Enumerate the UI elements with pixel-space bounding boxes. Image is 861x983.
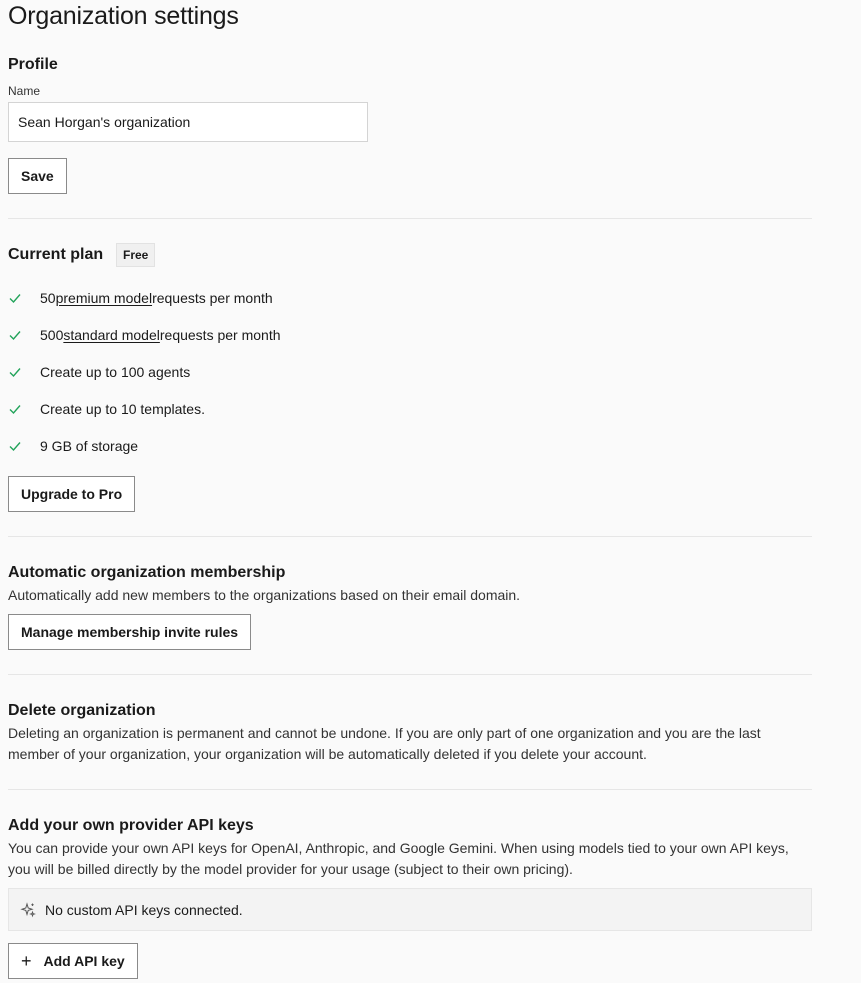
delete-org-description: Deleting an organization is permanent and cannot be undone. If you are only part of one organization and you are the last member of your organization, your organization will be automatically deleted if you delete your account.	[8, 725, 761, 762]
membership-heading: Automatic organization membership	[8, 564, 286, 581]
check-icon	[8, 402, 22, 416]
divider	[8, 789, 812, 790]
profile-heading: Profile	[8, 56, 58, 73]
check-icon	[8, 439, 22, 453]
feature-text: Create up to 100 agents	[40, 364, 191, 380]
check-path	[10, 295, 20, 303]
plan-feature	[8, 325, 281, 345]
plan-feature	[8, 399, 205, 419]
current-plan-heading: Current plan	[8, 246, 104, 263]
sparkle-small	[31, 912, 35, 916]
standard-model-link[interactable]: standard model	[63, 327, 160, 343]
divider	[8, 218, 812, 219]
premium-model-link[interactable]: premium model	[55, 290, 153, 306]
feature-text: Create up to 10 templates.	[40, 401, 205, 417]
divider	[8, 536, 812, 537]
feature-text: requests per month	[159, 327, 281, 343]
plan-feature	[8, 362, 190, 382]
org-name-input[interactable]	[8, 102, 368, 142]
sparkle-large	[22, 904, 32, 914]
page-title: Organization settings	[8, 2, 239, 30]
check-icon	[8, 291, 22, 305]
feature-text: 50	[40, 290, 56, 306]
plan-feature	[8, 436, 138, 456]
upgrade-to-pro-button[interactable]: Upgrade to Pro	[8, 476, 135, 512]
membership-description: Automatically add new members to the organizations based on their email domain.	[8, 587, 521, 603]
plan-badge: Free	[116, 243, 155, 267]
check-icon	[8, 365, 22, 379]
feature-text: requests per month	[152, 290, 273, 306]
check-path	[10, 332, 20, 340]
feature-text: 9 GB of storage	[40, 438, 139, 454]
feature-text: 500	[40, 327, 64, 343]
plus-icon: +	[21, 951, 32, 971]
api-keys-heading: Add your own provider API keys	[8, 817, 254, 834]
check-icon	[8, 328, 22, 342]
name-label: Name	[8, 84, 41, 98]
empty-state-text: No custom API keys connected.	[45, 901, 243, 918]
sparkles-icon	[20, 902, 36, 918]
add-api-key-button[interactable]	[8, 943, 138, 979]
api-keys-empty-state	[8, 888, 812, 931]
check-path	[10, 443, 20, 451]
api-keys-description: You can provide your own API keys for OpenAI, Anthropic, and Google Gemini. When using models tied to your own API keys, you will be billed directly by the model provider for your usage (subject to their own pricing).	[8, 840, 789, 877]
check-path	[10, 406, 20, 414]
divider	[8, 674, 812, 675]
save-button[interactable]: Save	[8, 158, 67, 194]
manage-membership-rules-button[interactable]: Manage membership invite rules	[8, 614, 251, 650]
add-api-key-label: Add API key	[43, 953, 125, 969]
check-path	[10, 369, 20, 377]
delete-org-heading: Delete organization	[8, 702, 156, 719]
plan-feature	[8, 288, 273, 308]
